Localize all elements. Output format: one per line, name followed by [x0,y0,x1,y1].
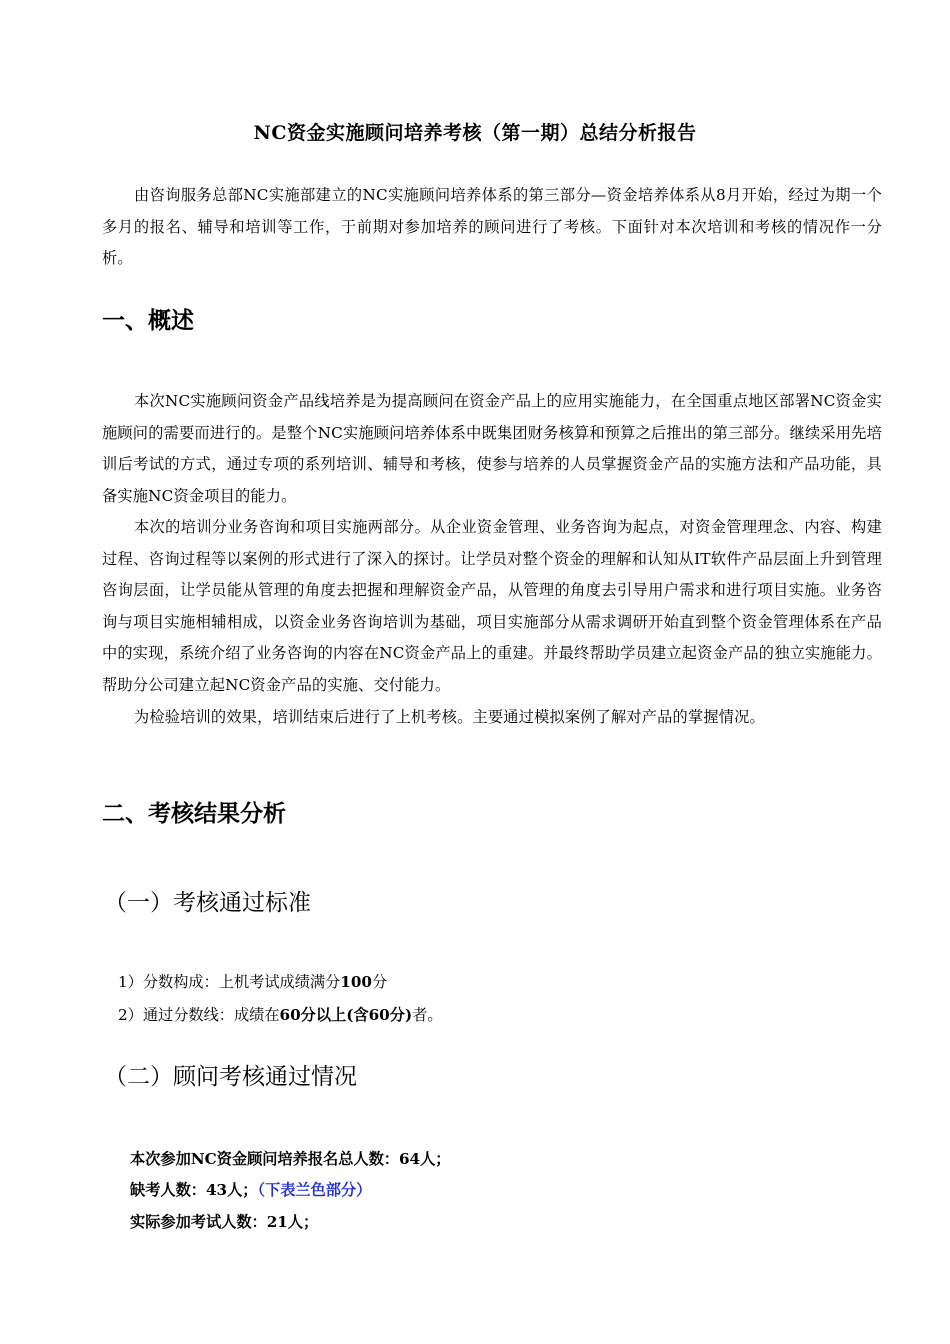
stat-text: 缺考人数：43人； [130,1181,258,1199]
overview-paragraph-3: 为检验培训的效果，培训结束后进行了上机考核。主要通过模拟案例了解对产品的掌握情况。 [134,708,765,726]
item-text: 2）通过分数线：成绩在 [118,1006,280,1024]
standard-item-pass-line [118,1004,443,1026]
stat-actual-participants: 实际参加考试人数：21人； [130,1213,319,1231]
subsection-heading-standard: （一）考核通过标准 [104,890,311,916]
section-heading-results: 二、考核结果分析 [102,801,286,827]
overview-paragraph-2: 本次的培训分业务咨询和项目实施两部分。从企业资金管理、业务咨询为起点，对资金管理理念、内容、构建过程、咨询过程等以案例的形式进行了深入的探讨。让学员对整个资金的理解和认知从IT软件产品层面上升到管理咨询层面，让学员能从管理的角度去把握和理解资金产品，从管理的角度去引导用户需求和进行项目实施。业务咨询与项目实施相辅相成，以资金业务咨询培训为基础，项目实施部分从需求调研开始直到整个资金管理体系在产品中的实现，系统介绍了业务咨询的内容在NC资金产品上的重建。并最终帮助学员建立起资金产品的独立实施能力。帮助分公司建立起NC资金产品的实施、交付能力。 [102,518,882,694]
overview-paragraph-1: 本次NC实施顾问资金产品线培养是为提高顾问在资金产品上的应用实施能力，在全国重点地区部署NC资金实施顾问的需要而进行的。是整个NC实施顾问培养体系中既集团财务核算和预算之后推出的第三部分。继续采用先培训后考试的方式，通过专项的系列培训、辅导和考核，使参与培养的人员掌握资金产品的实施方法和产品功能，具备实施NC资金项目的能力。 [102,392,882,505]
item-text: 1）分数构成：上机考试成绩满分 [118,973,341,991]
standard-item-score-composition [118,971,387,993]
item-value: 60分以上(含60分) [279,1006,413,1024]
item-value: 100 [340,973,372,991]
item-text: 者。 [412,1006,443,1024]
item-text: 分 [372,973,388,991]
intro-paragraph: 由咨询服务总部NC实施部建立的NC实施顾问培养体系的第三部分—资金培养体系从8月开始，经过为期一个多月的报名、辅导和培训等工作，于前期对参加培养的顾问进行了考核。下面针对本次培训和考核的情况作一分析。 [102,186,882,267]
subsection-heading-pass-status: （二）顾问考核通过情况 [104,1064,357,1090]
section-heading-overview: 一、概述 [102,308,194,334]
absent-note: （下表兰色部分） [257,1181,372,1199]
document-title: NC资金实施顾问培养考核（第一期）总结分析报告 [253,122,697,144]
stat-absent [130,1179,371,1200]
stat-total-registered: 本次参加NC资金顾问培养报名总人数：64人； [130,1150,451,1168]
